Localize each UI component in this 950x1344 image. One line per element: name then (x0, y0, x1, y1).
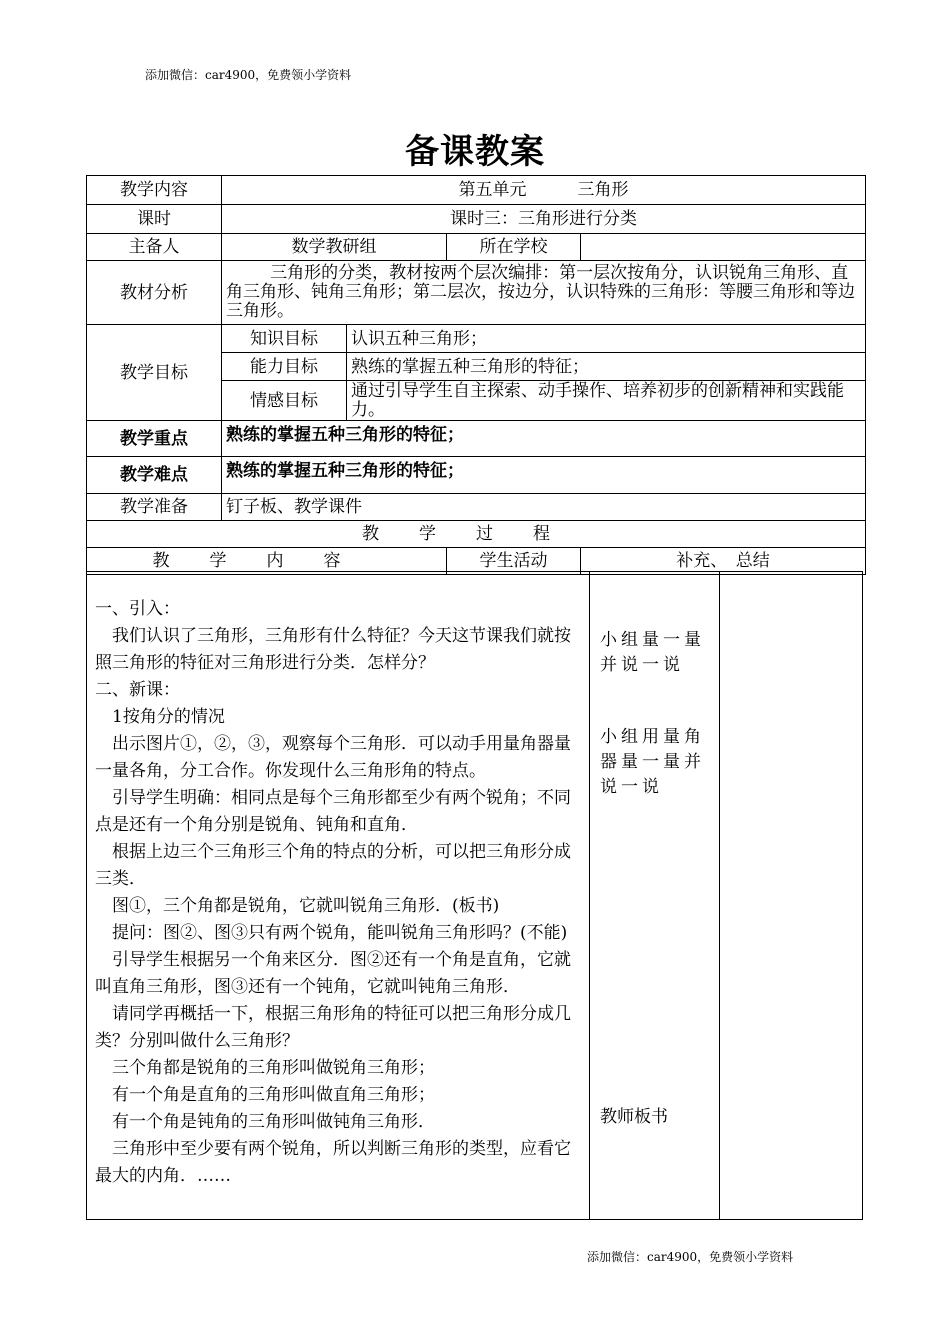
student-activities (590, 572, 720, 1220)
page-title: 备课教案 (405, 132, 545, 172)
lesson-plan-table (86, 175, 866, 575)
school-value (581, 234, 866, 261)
knowledge-label: 知识目标 (222, 325, 347, 353)
prep-value: 钉子板、教学课件 (222, 494, 866, 521)
summary-cell (720, 572, 863, 1220)
col-content-header: 教学内容 (87, 548, 447, 575)
activity-2: 小组用量角器量一量并说一说 (600, 727, 705, 797)
emotion-label: 情感目标 (222, 381, 347, 421)
difficulty-value: 熟练的掌握五种三角形的特征； (222, 457, 866, 494)
lesson-line: 引导学生明确：相同点是每个三角形都至少有两个锐角；不同点是还有一个角分别是锐角、钝角和直角． (95, 788, 571, 835)
lesson-line: 三角形中至少要有两个锐角，所以判断三角形的类型，应看它最大的内角．…… (95, 1139, 571, 1186)
period-value: 课时三：三角形进行分类 (222, 205, 866, 234)
lesson-line: 请同学再概括一下，根据三角形角的特征可以把三角形分成几类？分别叫做什么三角形？ (95, 1004, 571, 1051)
analysis-value: 三角形的分类，教材按两个层次编排：第一层次按角分，认识锐角三角形、直角三角形、钝角三角形；第二层次，按边分，认识特殊的三角形：等腰三角形和等边三角形。 (222, 261, 866, 325)
emotion-value: 通过引导学生自主探索、动手操作、培养初步的创新精神和实践能力。 (347, 381, 866, 421)
lesson-line: 有一个角是钝角的三角形叫做钝角三角形． (95, 1112, 435, 1132)
school-label: 所在学校 (447, 234, 581, 261)
analysis-label: 教材分析 (87, 261, 222, 325)
lesson-line: 我们认识了三角形，三角形有什么特征？今天这节课我们就按照三角形的特征对三角形进行分类．怎样分？ (95, 626, 571, 673)
period-label: 课时 (87, 205, 222, 234)
header-note: 添加微信：car4900，免费领小学资料 (145, 68, 352, 82)
knowledge-value: 认识五种三角形； (347, 325, 866, 353)
preparer-label: 主备人 (87, 234, 222, 261)
col-activity-header: 学生活动 (447, 548, 581, 575)
activity-1: 小组量一量并说一说 (600, 630, 705, 675)
focus-value: 熟练的掌握五种三角形的特征； (222, 421, 866, 457)
process-label: 教学过程 (87, 521, 866, 548)
content-label: 教学内容 (87, 176, 222, 205)
preparer-value: 数学教研组 (222, 234, 447, 261)
footer-note: 添加微信：car4900，免费领小学资料 (587, 1250, 794, 1264)
ability-label: 能力目标 (222, 353, 347, 381)
lesson-line: 引导学生根据另一个角来区分．图②还有一个角是直角，它就叫直角三角形，图③还有一个钝角，它就叫钝角三角形． (95, 950, 571, 997)
focus-label: 教学重点 (87, 421, 222, 457)
lesson-line: 提问：图②、图③只有两个锐角，能叫锐角三角形吗？(不能) (95, 923, 568, 943)
content-value: 第五单元 三角形 (222, 176, 866, 205)
lesson-line: 三个角都是锐角的三角形叫做锐角三角形； (95, 1058, 435, 1078)
lesson-line: 二、新课： (95, 680, 180, 700)
lesson-line: 1按角分的情况 (95, 707, 225, 727)
lesson-line: 出示图片①，②，③，观察每个三角形．可以动手用量角器量一量各角，分工合作。你发现什么三角形角的特点。 (95, 734, 571, 781)
lesson-content (87, 572, 590, 1220)
lesson-line: 一、引入： (95, 599, 180, 619)
lesson-line: 有一个角是直角的三角形叫做直角三角形； (95, 1085, 435, 1105)
lesson-body-table (86, 571, 863, 1220)
goals-label: 教学目标 (87, 325, 222, 421)
activity-3: 教师板书 (600, 1107, 668, 1127)
prep-label: 教学准备 (87, 494, 222, 521)
col-summary-header: 补充、 总结 (581, 548, 866, 575)
lesson-line: 图①，三个角都是锐角，它就叫锐角三角形．(板书) (95, 896, 500, 916)
lesson-line: 根据上边三个三角形三个角的特点的分析，可以把三角形分成三类． (95, 842, 571, 889)
difficulty-label: 教学难点 (87, 457, 222, 494)
ability-value: 熟练的掌握五种三角形的特征； (347, 353, 866, 381)
